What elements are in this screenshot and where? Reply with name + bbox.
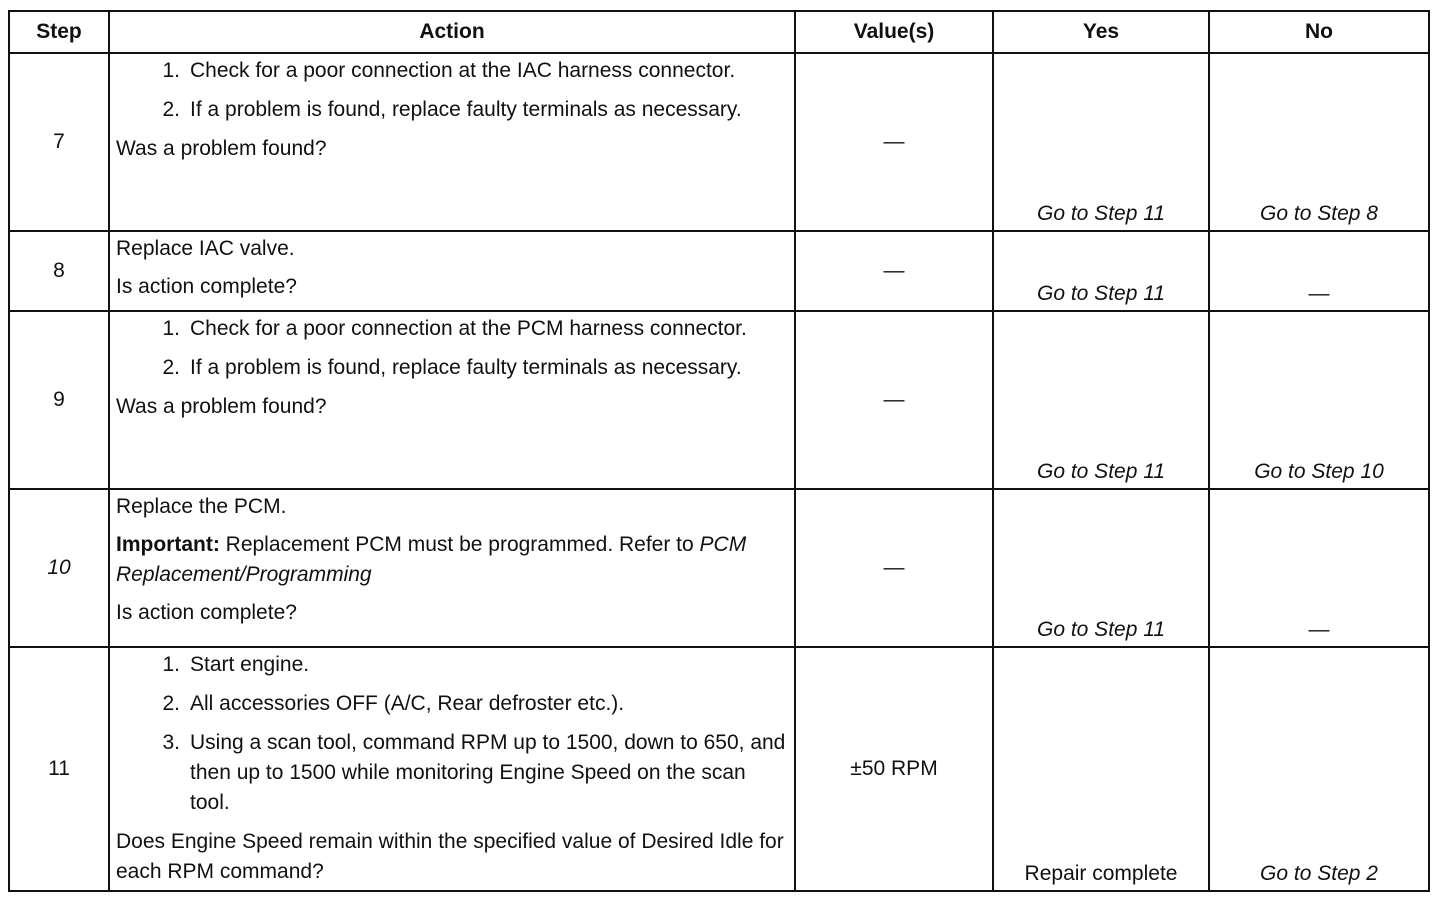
action-question: Is action complete? (116, 601, 297, 624)
action-list (116, 56, 788, 134)
step-number: 9 (9, 311, 109, 489)
diagnostic-table (8, 10, 1430, 892)
step-number: 11 (9, 647, 109, 891)
yes-cell: Go to Step 11 (993, 489, 1209, 647)
no-cell: Go to Step 8 (1209, 53, 1429, 231)
no-cell: — (1209, 489, 1429, 647)
value-cell: — (795, 53, 993, 231)
action-cell (109, 647, 795, 891)
list-item: 3. Using a scan tool, command RPM up to 1500, down to 650, and then up to 1500 while monitoring Engine Speed on the scan tool. (162, 731, 786, 814)
list-item: 1. Start engine. (162, 653, 310, 676)
no-cell: Go to Step 2 (1209, 647, 1429, 891)
value-cell: — (795, 311, 993, 489)
action-cell (109, 489, 795, 647)
table-row-step-7 (9, 53, 1429, 231)
action-text: Replace IAC valve. (116, 237, 295, 260)
action-question: Was a problem found? (116, 137, 327, 160)
value-cell: — (795, 489, 993, 647)
list-item: 2. If a problem is found, replace faulty terminals as necessary. (162, 356, 742, 379)
table-row-step-11 (9, 647, 1429, 891)
no-cell: — (1209, 231, 1429, 311)
action-question: Was a problem found? (116, 395, 327, 418)
important-label: Important: (116, 533, 220, 556)
value-cell: — (795, 231, 993, 311)
action-cell (109, 311, 795, 489)
action-question: Is action complete? (116, 275, 297, 298)
header-yes: Yes (993, 11, 1209, 53)
action-list (116, 650, 788, 827)
table-row-step-10 (9, 489, 1429, 647)
important-text: Replacement PCM must be programmed. Refer to (219, 533, 700, 556)
list-item: 1. Check for a poor connection at the PCM harness connector. (162, 317, 747, 340)
step-number: 7 (9, 53, 109, 231)
yes-cell: Go to Step 11 (993, 231, 1209, 311)
yes-cell: Go to Step 11 (993, 311, 1209, 489)
no-cell: Go to Step 10 (1209, 311, 1429, 489)
header-action: Action (109, 11, 795, 53)
step-number: 8 (9, 231, 109, 311)
step-number: 10 (9, 489, 109, 647)
header-step: Step (9, 11, 109, 53)
action-cell (109, 53, 795, 231)
action-cell (109, 231, 795, 311)
header-row (9, 11, 1429, 53)
table-row-step-8 (9, 231, 1429, 311)
important-reference: PCM Replacement/Programming (116, 533, 747, 586)
header-no: No (1209, 11, 1429, 53)
yes-cell: Repair complete (993, 647, 1209, 891)
action-question: Does Engine Speed remain within the specified value of Desired Idle for each RPM command? (116, 830, 784, 883)
value-cell: ±50 RPM (795, 647, 993, 891)
table-row-step-9 (9, 311, 1429, 489)
header-values: Value(s) (795, 11, 993, 53)
list-item: 2. If a problem is found, replace faulty terminals as necessary. (162, 98, 742, 121)
action-text: Replace the PCM. (116, 495, 287, 518)
important-note (116, 530, 788, 590)
yes-cell: Go to Step 11 (993, 53, 1209, 231)
list-item: 1. Check for a poor connection at the IAC harness connector. (162, 59, 736, 82)
list-item: 2. All accessories OFF (A/C, Rear defroster etc.). (162, 692, 625, 715)
action-list (116, 314, 788, 392)
